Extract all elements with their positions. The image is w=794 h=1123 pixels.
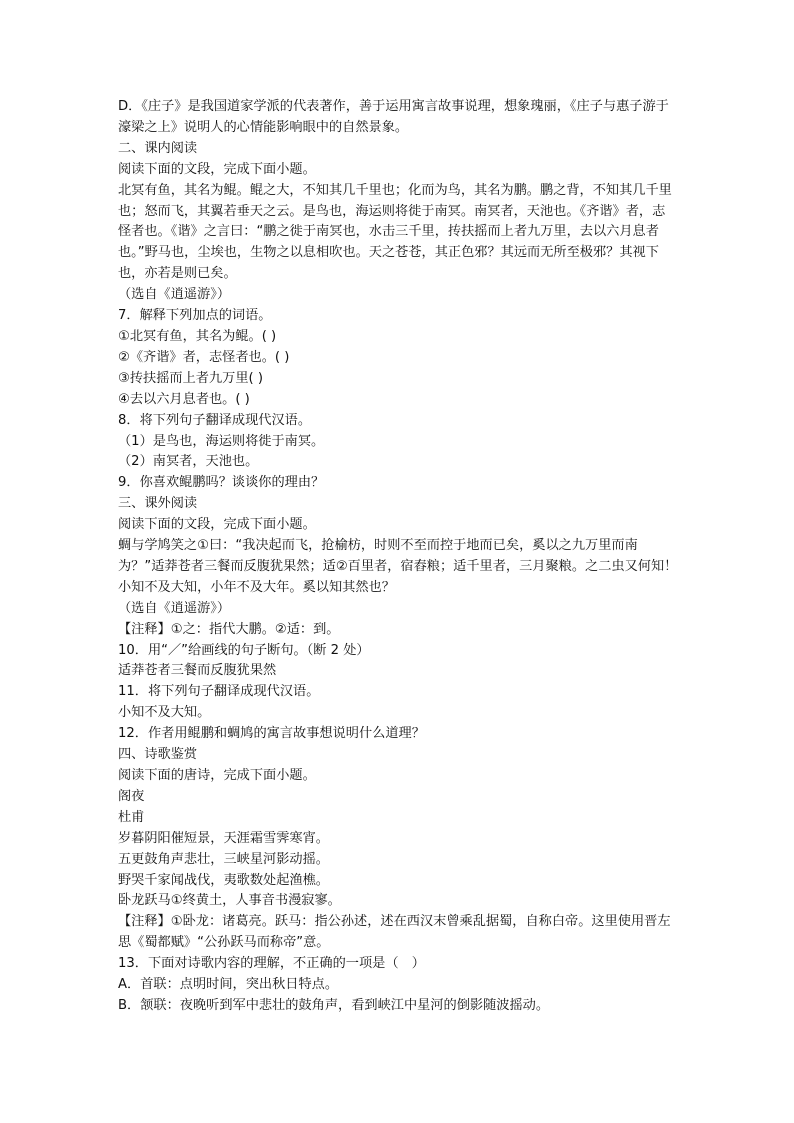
question-7-4: ④去以六月息者也。( ) (118, 391, 250, 407)
question-11-sentence: 小知不及大知。 (118, 705, 211, 721)
question-8-2: （2）南冥者，天池也。 (118, 454, 259, 470)
source-2: （选自《逍遥游》） (118, 600, 231, 616)
question-9: 9．你喜欢鲲鹏吗？谈谈你的理由？ (118, 475, 325, 491)
option-13-b: B．颔联：夜晚听到军中悲壮的鼓角声，看到峡江中星河的倒影随波摇动。 (118, 997, 550, 1013)
instruction-3: 阅读下面的文段，完成下面小题。 (118, 517, 316, 533)
section-heading-4: 四、诗歌鉴赏 (118, 747, 198, 763)
poem-author: 杜甫 (118, 809, 145, 825)
question-8-1: （1）是鸟也，海运则将徙于南冥。 (118, 433, 325, 449)
poem-line-2: 五更鼓角声悲壮，三峡星河影动摇。 (118, 851, 329, 867)
question-7-2: ②《齐谐》者，志怪者也。( ) (118, 349, 290, 365)
poem-line-1: 岁暮阴阳催短景，天涯霜雪霁寒宵。 (118, 830, 329, 846)
poem-title: 阁夜 (118, 788, 145, 804)
passage-2: 蜩与学鸠笑之①曰：“我决起而飞，抢榆枋，时则不至而控于地而已矣，奚以之九万里而南为？”适莽苍者三餐而反腹犹果然；适②百里者，宿舂粮；适千里者，三月聚粮。之二虫又何知！小知不及大知，小年不及大年。奚以知其然也？ (118, 538, 678, 595)
question-7: 7．解释下列加点的词语。 (118, 308, 272, 324)
section-heading-2: 二、课内阅读 (118, 140, 198, 156)
question-10-sentence: 适莽苍者三餐而反腹犹果然 (118, 663, 277, 679)
instruction-4: 阅读下面的唐诗，完成下面小题。 (118, 768, 316, 783)
note-1: 【注释】①之：指代大鹏。②适：到。 (118, 621, 340, 637)
section-heading-3: 三、课外阅读 (118, 496, 198, 512)
document-page (118, 97, 678, 1017)
note-2: 【注释】①卧龙：诸葛亮。跃马：指公孙述，述在西汉末曾乘乱据蜀，自称白帝。这里使用晋左思《蜀都赋》“公孙跃马而称帝”意。 (118, 914, 671, 951)
option-d: D．《庄子》是我国道家学派的代表著作，善于运用寓言故事说理，想象瑰丽，《庄子与惠子游于濠梁之上》说明人的心情能影响眼中的自然景象。 (118, 99, 669, 135)
poem-line-4: 卧龙跃马①终黄土，人事音书漫寂寥。 (118, 893, 341, 909)
question-10: 10．用“／”给画线的句子断句。（断 2 处） (118, 642, 370, 658)
passage-1: 北冥有鱼，其名为鲲。鲲之大，不知其几千里也；化而为鸟，其名为鹏。鹏之背，不知其几千里也；怒而飞，其翼若垂天之云。是鸟也，海运则将徙于南冥。南冥者，天池也。《齐谐》者，志怪者也。《谐》之言曰：“鹏之徙于南冥也，水击三千里，抟扶摇而上者九万里，去以六月息者也。”野马也，尘埃也，生物之以息相吹也。天之苍苍，其正色邪？其远而无所至极邪？其视下也，亦若是则已矣。 (118, 182, 672, 282)
option-13-a: A．首联：点明时间，突出秋日特点。 (118, 977, 339, 993)
question-13: 13．下面对诗歌内容的理解，不正确的一项是（ ） (118, 956, 425, 972)
question-12: 12．作者用鲲鹏和蜩鸠的寓言故事想说明什么道理？ (118, 726, 425, 742)
source-1: （选自《逍遥游》） (118, 287, 231, 303)
question-11: 11．将下列句子翻译成现代汉语。 (118, 684, 320, 700)
question-7-1: ①北冥有鱼，其名为鲲。( ) (118, 328, 277, 344)
instruction-2: 阅读下面的文段，完成下面小题。 (118, 161, 316, 177)
poem-line-3: 野哭千家闻战伐，夷歌数处起渔樵。 (118, 872, 329, 888)
question-8: 8．将下列句子翻译成现代汉语。 (118, 412, 312, 428)
question-7-3: ③抟扶摇而上者九万里( ) (118, 370, 263, 386)
